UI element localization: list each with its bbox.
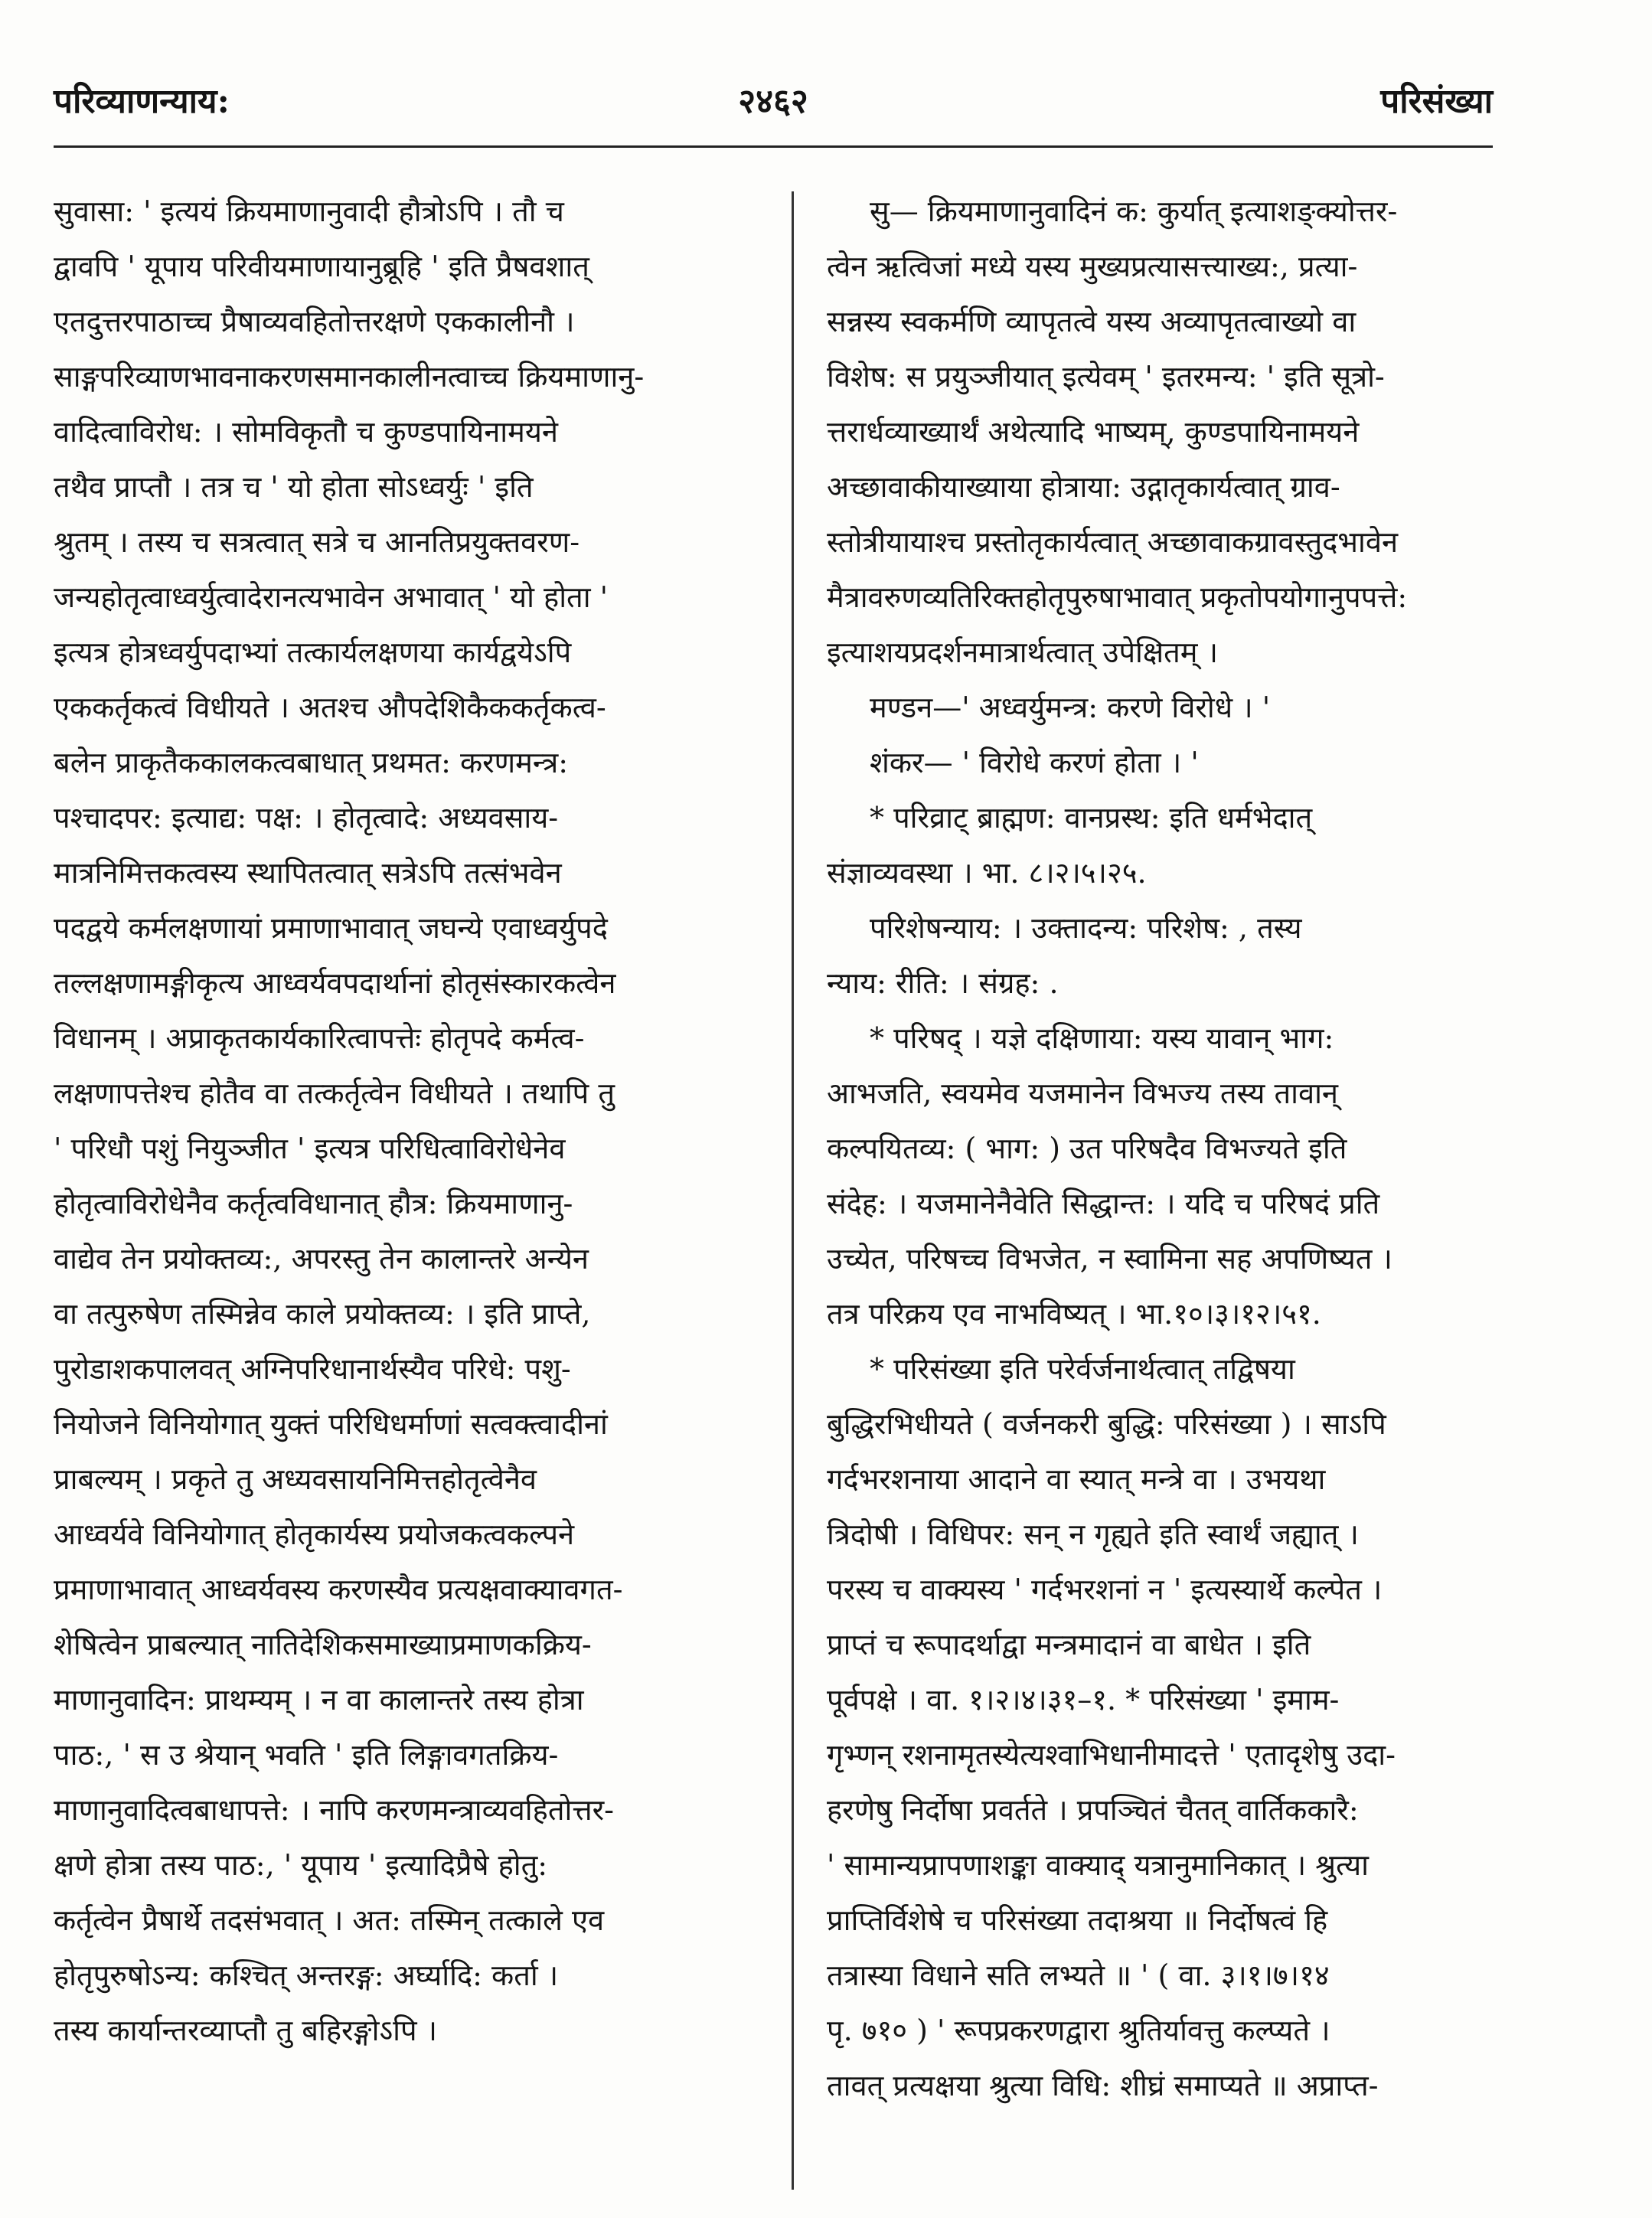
text-line: त्तरार्धव्याख्यार्थं अथेत्यादि भाष्यम्, कुण्डपायिनामयने: [827, 415, 1360, 449]
text-line: परस्य च वाक्यस्य ' गर्दभरशनां न ' इत्यस्यार्थे कल्पेत ।: [827, 1573, 1383, 1606]
left-column: [54, 184, 769, 2058]
header-rule: [54, 145, 1493, 148]
text-line: ' परिधौ पशुं नियुञ्जीत ' इत्यत्र परिधित्वाविरोधेनेव: [54, 1132, 566, 1165]
text-line: विधानम् । अप्राकृतकार्यकारित्वापत्तेः होतृपदे कर्मत्व-: [54, 1021, 585, 1055]
text-line: हरणेषु निर्दोषा प्रवर्तते । प्रपञ्चितं चैतत् वार्तिककारै:: [827, 1793, 1359, 1827]
column-divider: [792, 191, 794, 2190]
text-line: * परिव्राट् ब्राह्मण: वानप्रस्थ: इति धर्मभेदात्: [870, 801, 1313, 835]
page-header: [54, 69, 1493, 130]
text-line: माणानुवादिन: प्राथम्यम् । न वा कालान्तरे तस्य होत्रा: [54, 1683, 584, 1717]
text-line: सुवासा: ' इत्ययं क्रियमाणानुवादी हौत्रोऽपि । तौ च: [54, 194, 564, 228]
text-line: * परिषद् । यज्ञे दक्षिणाया: यस्य यावान् भाग:: [870, 1021, 1334, 1055]
text-line: त्रिदोषी । विधिपर: सन् न गृह्यते इति स्वार्थं जह्यात् ।: [827, 1517, 1359, 1551]
text-line: विशेष: स प्रयुञ्जीयात् इत्येवम् ' इतरमन्य: ' इति सूत्रो-: [827, 360, 1385, 394]
text-line: तावत् प्रत्यक्षया श्रुत्या विधि: शीघ्रं समाप्यते ॥ अप्राप्त-: [827, 2069, 1379, 2102]
text-line: संदेह: । यजमानेनैवेति सिद्धान्त: । यदि च परिषदं प्रति: [827, 1187, 1380, 1220]
right-column: [827, 184, 1504, 2113]
page-number: २४६२: [738, 82, 808, 121]
text-line: वादित्वाविरोध: । सोमविकृतौ च कुण्डपायिनामयने: [54, 415, 558, 449]
text-line: प्राप्तं च रूपादर्थाद्वा मन्त्रमादानं वा बाधेत । इति: [827, 1628, 1311, 1661]
text-line: परिशेषन्याय: । उक्तादन्य: परिशेष: , तस्य: [870, 911, 1302, 945]
text-line: इत्यत्र होत्रध्वर्युपदाभ्यां तत्कार्यलक्षणया कार्यद्वयेऽपि: [54, 635, 572, 669]
text-line: पुरोडाशकपालवत् अग्निपरिधानार्थस्यैव परिधे: पशु-: [54, 1352, 571, 1386]
text-line: पृ. ७१० ) ' रूपप्रकरणद्वारा श्रुतिर्यावत्तु कल्प्यते ।: [827, 2014, 1330, 2047]
text-line: पूर्वपक्षे । वा. १।२।४।३१–१. * परिसंख्या ' इमाम-: [827, 1683, 1340, 1717]
text-line: गृभ्णन् रशनामृतस्येत्यश्वाभिधानीमादत्ते ' एतादृशेषु उदा-: [827, 1738, 1396, 1772]
text-line: क्षणे होत्रा तस्य पाठ:, ' यूपाय ' इत्यादिप्रैषे होतु:: [54, 1848, 548, 1882]
text-line: पश्चादपर: इत्याद्य: पक्ष: । होतृत्वादे: अध्यवसाय-: [54, 801, 559, 835]
text-line: होतृत्वाविरोधेनैव कर्तृत्वविधानात् हौत्र: क्रियमाणानु-: [54, 1187, 573, 1220]
text-line: प्राप्तिर्विशेषे च परिसंख्या तदाश्रया ॥ निर्दोषत्वं हि: [827, 1903, 1328, 1937]
text-line: कर्तृत्वेन प्रैषार्थे तदसंभवात् । अत: तस्मिन् तत्काले एव: [54, 1903, 605, 1937]
text-line: तल्लक्षणामङ्गीकृत्य आध्वर्यवपदार्थानां होतृसंस्कारकत्वेन: [54, 966, 616, 1000]
text-line: पदद्वये कर्मलक्षणायां प्रमाणाभावात् जघन्ये एवाध्वर्युपदे: [54, 911, 608, 945]
text-line: संज्ञाव्यवस्था । भा. ८।२।५।२५.: [827, 856, 1147, 890]
text-line: शंकर— ' विरोधे करणं होता । ': [870, 746, 1199, 779]
text-line: जन्यहोतृत्वाध्वर्युत्वादेरानत्यभावेन अभावात् ' यो होता ': [54, 580, 609, 614]
text-line: द्वावपि ' यूपाय परिवीयमाणायानुब्रूहि ' इति प्रैषवशात्: [54, 250, 589, 283]
text-line: मण्डन—' अध्वर्युमन्त्र: करणे विरोधे । ': [870, 691, 1271, 724]
text-line: इत्याशयप्रदर्शनमात्रार्थत्वात् उपेक्षितम् ।: [827, 635, 1218, 669]
text-line: कल्पयितव्य: ( भाग: ) उत परिषदैव विभज्यते इति: [827, 1132, 1347, 1165]
text-line: तत्रास्या विधाने सति लभ्यते ॥ ' ( वा. ३।१।७।१४: [827, 1958, 1330, 1992]
text-line: साङ्गपरिव्याणभावनाकरणसमानकालीनत्वाच्च क्रियमाणानु-: [54, 360, 645, 394]
text-line: माणानुवादित्वबाधापत्ते: । नापि करणमन्त्राव्यवहितोत्तर-: [54, 1793, 614, 1827]
text-line: बलेन प्राकृतैककालकत्वबाधात् प्रथमत: करणमन्त्र:: [54, 746, 569, 779]
text-line: नियोजने विनियोगात् युक्तं परिधिधर्माणां सत्वक्त्वादीनां: [54, 1407, 608, 1441]
text-line: लक्षणापत्तेश्च होतैव वा तत्कर्तृत्वेन विधीयते । तथापि तु: [54, 1076, 615, 1110]
text-line: एककर्तृकत्वं विधीयते । अतश्च औपदेशिकैककर्तृकत्व-: [54, 691, 606, 724]
text-line: त्वेन ऋत्विजां मध्ये यस्य मुख्यप्रत्यासत्त्याख्य:, प्रत्या-: [827, 250, 1358, 283]
text-line: आध्वर्यवे विनियोगात् होतृकार्यस्य प्रयोजकत्वकल्पने: [54, 1517, 575, 1551]
text-line: * परिसंख्या इति परेर्वर्जनार्थत्वात् तद्विषया: [870, 1352, 1295, 1386]
text-line: तस्य कार्यान्तरव्याप्तौ तु बहिरङ्गोऽपि ।: [54, 2014, 438, 2047]
text-line: तथैव प्राप्तौ । तत्र च ' यो होता सोऽध्वर्युः ' इति: [54, 470, 534, 504]
text-line: वाद्येव तेन प्रयोक्तव्य:, अपरस्तु तेन कालान्तरे अन्येन: [54, 1242, 589, 1276]
text-line: वा तत्पुरुषेण तस्मिन्नेव काले प्रयोक्तव्य: । इति प्राप्ते,: [54, 1297, 591, 1331]
text-line: पाठ:, ' स उ श्रेयान् भवति ' इति लिङ्गावगतक्रिय-: [54, 1738, 559, 1772]
text-line: मैत्रावरुणव्यतिरिक्तहोतृपुरुषाभावात् प्रकृतोपयोगानुपपत्ते:: [827, 580, 1408, 614]
text-line: बुद्धिरभिधीयते ( वर्जनकरी बुद्धि: परिसंख्या ) । साऽपि: [827, 1407, 1386, 1441]
text-line: न्याय: रीति: । संग्रह: .: [827, 966, 1059, 1000]
text-line: सन्नस्य स्वकर्मणि व्यापृतत्वे यस्य अव्यापृतत्वाख्यो वा: [827, 305, 1357, 338]
text-line: तत्र परिक्रय एव नाभविष्यत् । भा.१०।३।१२।५१.: [827, 1297, 1321, 1331]
text-line: होतृपुरुषोऽन्य: कश्चित् अन्तरङ्ग: अर्घ्यादि: कर्ता ।: [54, 1958, 559, 1992]
text-line: ' सामान्यप्रापणाशङ्का वाक्याद् यत्रानुमानिकात् । श्रुत्या: [827, 1848, 1369, 1882]
running-head-right: परिसंख्या: [1380, 82, 1493, 121]
text-line: श्रुतम् । तस्य च सत्रत्वात् सत्रे च आनतिप्रयुक्तवरण-: [54, 525, 580, 559]
running-head-left: परिव्याणन्याय:: [54, 82, 230, 121]
text-line: स्तोत्रीयायाश्च प्रस्तोतृकार्यत्वात् अच्छावाकग्रावस्तुदभावेन: [827, 525, 1399, 559]
text-line: एतदुत्तरपाठाच्च प्रैषाव्यवहितोत्तरक्षणे एककालीनौ ।: [54, 305, 575, 338]
text-line: शेषित्वेन प्राबल्यात् नातिदेशिकसमाख्याप्रमाणकक्रिय-: [54, 1628, 592, 1661]
text-line: आभजति, स्वयमेव यजमानेन विभज्य तस्य तावान्: [827, 1076, 1339, 1110]
text-line: सु— क्रियमाणानुवादिनं क: कुर्यात् इत्याशङ्क्योत्तर-: [870, 194, 1398, 228]
text-line: गर्दभरशनाया आदाने वा स्यात् मन्त्रे वा । उभयथा: [827, 1462, 1326, 1496]
text-line: प्राबल्यम् । प्रकृते तु अध्यवसायनिमित्तहोतृत्वेनैव: [54, 1462, 537, 1496]
text-line: मात्रनिमित्तकत्वस्य स्थापितत्वात् सत्रेऽपि तत्संभवेन: [54, 856, 562, 890]
text-line: अच्छावाकीयाख्याया होत्राया: उद्गातृकार्यत्वात् ग्राव-: [827, 470, 1340, 504]
text-line: उच्येत, परिषच्च विभजेत, न स्वामिना सह अपणिष्यत ।: [827, 1242, 1392, 1276]
text-line: प्रमाणाभावात् आध्वर्यवस्य करणस्यैव प्रत्यक्षवाक्यावगत-: [54, 1573, 623, 1606]
